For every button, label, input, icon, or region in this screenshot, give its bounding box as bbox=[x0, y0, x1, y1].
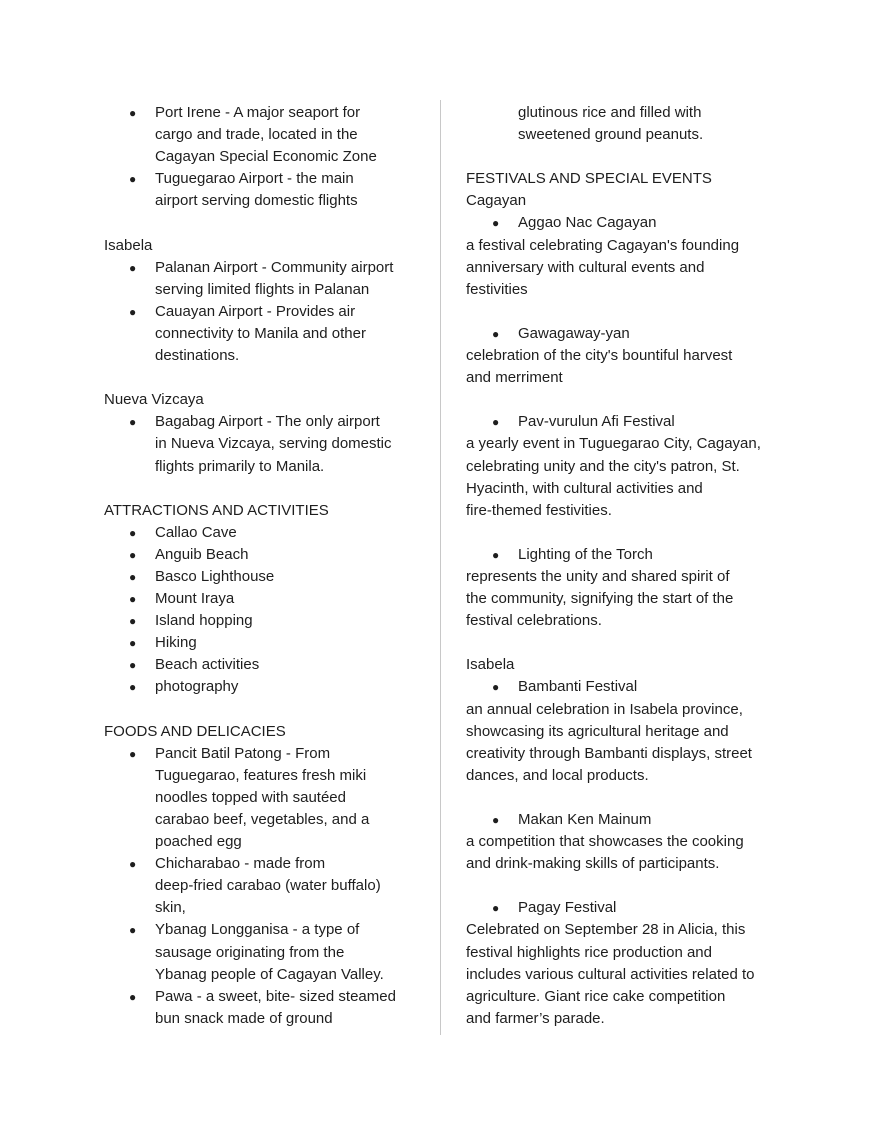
text-line: a festival celebrating Cagayan's founding bbox=[466, 236, 740, 254]
list-item bbox=[466, 676, 796, 698]
list-item bbox=[104, 301, 434, 367]
text-line: includes various cultural activities related to bbox=[466, 965, 755, 983]
text-line: in Nueva Vizcaya, serving domestic bbox=[155, 435, 392, 453]
list-item bbox=[104, 411, 434, 477]
bullet-icon: ● bbox=[492, 326, 500, 341]
text-line: serving limited flights in Palanan bbox=[155, 280, 370, 298]
bullet-icon: ● bbox=[129, 658, 137, 673]
text-line: Island hopping bbox=[155, 612, 253, 630]
description-paragraph bbox=[466, 235, 796, 301]
text-line: connectivity to Manila and other bbox=[155, 324, 366, 342]
text-line: Hyacinth, with cultural activities and bbox=[466, 479, 703, 497]
text-line: represents the unity and shared spirit of bbox=[466, 567, 730, 585]
text-line: sweetened ground peanuts. bbox=[518, 126, 704, 144]
text-line: Ybanag people of Cagayan Valley. bbox=[155, 965, 384, 983]
blank-line bbox=[466, 522, 796, 544]
bullet-icon: ● bbox=[129, 592, 137, 607]
bullet-icon: ● bbox=[492, 415, 500, 430]
bullet-icon: ● bbox=[129, 304, 137, 319]
text-line: deep-fried carabao (water buffalo) bbox=[155, 877, 381, 895]
bullet-icon: ● bbox=[492, 680, 500, 695]
list-item bbox=[104, 853, 434, 919]
list-item bbox=[104, 566, 434, 588]
right-column bbox=[466, 102, 796, 1030]
list-item bbox=[104, 986, 434, 1030]
list-item bbox=[104, 102, 434, 168]
text-line: photography bbox=[155, 678, 239, 696]
list-item bbox=[466, 323, 796, 345]
bullet-icon: ● bbox=[129, 525, 137, 540]
description-paragraph bbox=[466, 566, 796, 632]
bullet-icon: ● bbox=[129, 989, 137, 1004]
text-line: celebrating unity and the city's patron, St. bbox=[466, 457, 740, 475]
text-line: sausage originating from the bbox=[155, 943, 345, 961]
text-line: Cauayan Airport - Provides air bbox=[155, 302, 356, 320]
bullet-icon: ● bbox=[129, 106, 137, 120]
list-item bbox=[466, 411, 796, 433]
text-line: and farmer’s parade. bbox=[466, 1009, 605, 1027]
blank-line bbox=[466, 146, 796, 168]
text-line: anniversary with cultural events and bbox=[466, 258, 705, 276]
text-line: a yearly event in Tuguegarao City, Cagayan, bbox=[466, 435, 761, 453]
text-line: and drink-making skills of participants. bbox=[466, 855, 720, 873]
list-item bbox=[466, 897, 796, 919]
text-line: glutinous rice and filled with bbox=[518, 104, 702, 121]
text-line: showcasing its agricultural heritage and bbox=[466, 722, 729, 740]
text-line: Bagabag Airport - The only airport bbox=[155, 413, 380, 431]
section-heading: Cagayan bbox=[466, 192, 527, 210]
section-heading: FOODS AND DELICACIES bbox=[104, 722, 286, 740]
list-item bbox=[104, 168, 434, 212]
text-line: Ybanag Longganisa - a type of bbox=[155, 921, 360, 939]
text-line: destinations. bbox=[155, 347, 240, 365]
bullet-icon: ● bbox=[492, 216, 500, 231]
text-line: Pagay Festival bbox=[518, 899, 617, 917]
description-paragraph bbox=[466, 831, 796, 875]
section-heading: ATTRACTIONS AND ACTIVITIES bbox=[104, 501, 329, 519]
text-line: dances, and local products. bbox=[466, 766, 649, 784]
bullet-icon: ● bbox=[129, 614, 137, 629]
text-line: Pav-vurulun Afi Festival bbox=[518, 413, 675, 431]
bullet-icon: ● bbox=[129, 415, 137, 430]
text-line: Celebrated on September 28 in Alicia, this bbox=[466, 921, 746, 939]
text-line: Tuguegarao Airport - the main bbox=[155, 170, 354, 188]
text-line: and merriment bbox=[466, 369, 563, 387]
bullet-icon: ● bbox=[492, 547, 500, 562]
text-line: Port Irene - A major seaport for bbox=[155, 104, 361, 121]
text-line: Mount Iraya bbox=[155, 590, 235, 608]
blank-line bbox=[104, 367, 434, 389]
text-line: Cagayan Special Economic Zone bbox=[155, 148, 377, 166]
list-item bbox=[466, 809, 796, 831]
bullet-icon: ● bbox=[129, 680, 137, 695]
column-divider bbox=[440, 100, 441, 1035]
text-line: an annual celebration in Isabela province, bbox=[466, 700, 743, 718]
bullet-icon: ● bbox=[129, 260, 137, 275]
list-item bbox=[104, 544, 434, 566]
text-line: Callao Cave bbox=[155, 523, 237, 541]
blank-line bbox=[104, 212, 434, 234]
list-item bbox=[104, 676, 434, 698]
bullet-icon: ● bbox=[129, 746, 137, 761]
continued-list-item bbox=[466, 102, 796, 146]
description-paragraph bbox=[466, 699, 796, 787]
text-line: festival celebrations. bbox=[466, 612, 602, 630]
text-line: Bambanti Festival bbox=[518, 678, 638, 696]
bullet-icon: ● bbox=[129, 636, 137, 651]
list-item bbox=[104, 654, 434, 676]
text-line: festivities bbox=[466, 280, 528, 298]
text-line: bun snack made of ground bbox=[155, 1009, 333, 1027]
list-item bbox=[466, 212, 796, 234]
text-line: Makan Ken Mainum bbox=[518, 811, 652, 828]
bullet-icon: ● bbox=[129, 569, 137, 584]
text-line: Aggao Nac Cagayan bbox=[518, 214, 657, 232]
text-line: fire-themed festivities. bbox=[466, 501, 612, 519]
description-paragraph bbox=[466, 433, 796, 521]
text-line: airport serving domestic flights bbox=[155, 192, 358, 210]
blank-line bbox=[104, 478, 434, 500]
text-line: flights primarily to Manila. bbox=[155, 457, 325, 475]
list-item bbox=[104, 610, 434, 632]
text-line: agriculture. Giant rice cake competition bbox=[466, 987, 726, 1005]
list-item bbox=[466, 544, 796, 566]
text-line: Basco Lighthouse bbox=[155, 567, 275, 585]
text-line: celebration of the city's bountiful harvest bbox=[466, 347, 733, 365]
section-heading: FESTIVALS AND SPECIAL EVENTS bbox=[466, 170, 712, 188]
text-line: poached egg bbox=[155, 833, 242, 851]
bullet-icon: ● bbox=[492, 901, 500, 916]
text-line: Chicharabao - made from bbox=[155, 855, 326, 873]
section-heading: Isabela bbox=[104, 236, 153, 254]
bullet-icon: ● bbox=[129, 923, 137, 938]
text-line: Hiking bbox=[155, 634, 197, 652]
section-heading: Nueva Vizcaya bbox=[104, 391, 204, 409]
text-line: festival highlights rice production and bbox=[466, 943, 712, 961]
text-line: skin, bbox=[155, 899, 186, 917]
bullet-icon: ● bbox=[492, 813, 500, 827]
blank-line bbox=[466, 632, 796, 654]
left-column bbox=[104, 102, 434, 1030]
list-item bbox=[104, 522, 434, 544]
bullet-icon: ● bbox=[129, 172, 137, 187]
blank-line bbox=[104, 699, 434, 721]
bullet-icon: ● bbox=[129, 857, 137, 872]
blank-line bbox=[466, 787, 796, 809]
description-paragraph bbox=[466, 919, 796, 1029]
description-paragraph bbox=[466, 345, 796, 389]
blank-line bbox=[466, 875, 796, 897]
list-item bbox=[104, 588, 434, 610]
blank-line bbox=[466, 301, 796, 323]
text-line: Tuguegarao, features fresh miki bbox=[155, 766, 367, 784]
text-line: Palanan Airport - Community airport bbox=[155, 258, 394, 276]
list-item bbox=[104, 919, 434, 985]
text-line: the community, signifying the start of the bbox=[466, 590, 734, 608]
text-line: carabao beef, vegetables, and a bbox=[155, 811, 370, 828]
list-item bbox=[104, 257, 434, 301]
blank-line bbox=[466, 389, 796, 411]
text-line: a competition that showcases the cooking bbox=[466, 833, 744, 851]
text-line: noodles topped with sautéed bbox=[155, 788, 346, 806]
list-item bbox=[104, 743, 434, 853]
text-line: Anguib Beach bbox=[155, 545, 249, 563]
text-line: Pancit Batil Patong - From bbox=[155, 744, 331, 762]
text-line: Pawa - a sweet, bite- sized steamed bbox=[155, 987, 396, 1005]
bullet-icon: ● bbox=[129, 547, 137, 562]
section-heading: Isabela bbox=[466, 656, 515, 674]
text-line: creativity through Bambanti displays, street bbox=[466, 744, 752, 762]
text-line: cargo and trade, located in the bbox=[155, 126, 358, 144]
text-line: Gawagaway-yan bbox=[518, 324, 630, 342]
list-item bbox=[104, 632, 434, 654]
text-line: Beach activities bbox=[155, 656, 260, 674]
text-line: Lighting of the Torch bbox=[518, 545, 653, 563]
